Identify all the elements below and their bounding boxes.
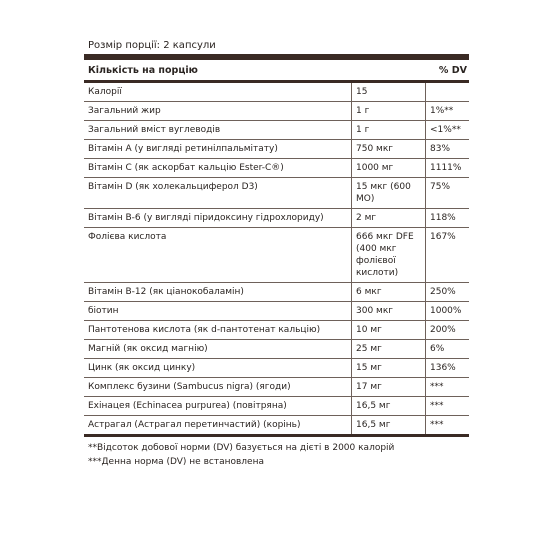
table-row xyxy=(84,340,469,359)
nutrient-name: Загальний жир xyxy=(84,102,352,120)
nutrient-name: Пантотенова кислота (як d-пантотенат кальцію) xyxy=(84,321,352,339)
nutrient-name: Вітамін А (у вигляді ретинілпальмітату) xyxy=(84,140,352,158)
nutrient-name: Вітамін В-6 (у вигляді піридоксину гідрохлориду) xyxy=(84,209,352,227)
nutrient-dv: 167% xyxy=(430,232,456,242)
nutrient-dv: 118% xyxy=(430,213,456,223)
nutrient-dv: 1111% xyxy=(430,163,462,173)
footnote-dv-not-established: ***Денна норма (DV) не встановлена xyxy=(88,457,264,467)
serving-size: Розмір порції: 2 капсули xyxy=(88,40,216,51)
table-row xyxy=(84,178,469,209)
table-row xyxy=(84,228,469,283)
table-row xyxy=(84,321,469,340)
nutrient-amount: 2 мг xyxy=(352,209,426,227)
nutrient-dv: 1000% xyxy=(430,306,462,316)
nutrient-amount: 17 мг xyxy=(352,378,426,396)
table-row xyxy=(84,159,469,178)
nutrient-name: Магній (як оксид магнію) xyxy=(84,340,352,358)
nutrient-dv: 83% xyxy=(430,144,451,154)
nutrient-name: Вітамін С (як аскорбат кальцію Ester-C®) xyxy=(84,159,352,177)
table-header xyxy=(84,60,469,83)
nutrient-name: Астрагал (Астрагал перетинчастий) (корінь) xyxy=(84,416,352,434)
nutrient-name: Цинк (як оксид цинку) xyxy=(84,359,352,377)
nutrient-amount: 16,5 мг xyxy=(352,397,426,415)
table-row xyxy=(84,283,469,302)
nutrient-name: Вітамін D (як холекальциферол D3) xyxy=(84,178,352,208)
footnotes xyxy=(84,441,469,469)
nutrient-dv: 200% xyxy=(430,325,456,335)
nutrient-amount: 666 мкг DFE (400 мкг фолієвої кислоти) xyxy=(352,228,426,282)
nutrient-name: Загальний вміст вуглеводів xyxy=(84,121,352,139)
supplement-facts-panel xyxy=(84,38,469,469)
nutrient-amount: 1000 мг xyxy=(352,159,426,177)
nutrient-amount: 25 мг xyxy=(352,340,426,358)
dv-header: % DV xyxy=(438,64,467,76)
nutrient-amount: 6 мкг xyxy=(352,283,426,301)
table-row xyxy=(84,209,469,228)
nutrient-dv: <1%** xyxy=(430,125,461,135)
table-row xyxy=(84,121,469,140)
table-row xyxy=(84,359,469,378)
nutrient-dv: 75% xyxy=(430,182,451,192)
nutrient-name: Ехінацея (Echinacea purpurea) (повітряна) xyxy=(84,397,352,415)
nutrient-amount: 1 г xyxy=(352,102,426,120)
nutrient-amount: 10 мг xyxy=(352,321,426,339)
table-row xyxy=(84,83,469,102)
nutrient-amount: 300 мкг xyxy=(352,302,426,320)
table-row xyxy=(84,397,469,416)
table-row xyxy=(84,102,469,121)
table-row xyxy=(84,140,469,159)
nutrient-dv: 136% xyxy=(430,363,456,373)
nutrient-dv: 6% xyxy=(430,344,445,354)
nutrient-dv: 250% xyxy=(430,287,456,297)
nutrient-dv xyxy=(426,83,469,89)
nutrient-amount: 15 мкг (600 МО) xyxy=(352,178,426,208)
nutrient-name: Калорії xyxy=(84,83,352,101)
table-row xyxy=(84,416,469,437)
nutrient-amount: 15 мг xyxy=(352,359,426,377)
table-row xyxy=(84,302,469,321)
nutrient-dv: *** xyxy=(430,420,444,430)
amount-per-serving-header: Кількість на порцію xyxy=(88,64,198,76)
nutrient-name: Комплекс бузини (Sambucus nigra) (ягоди) xyxy=(84,378,352,396)
nutrient-name: Вітамін В-12 (як ціанокобаламін) xyxy=(84,283,352,301)
nutrient-amount: 16,5 мг xyxy=(352,416,426,434)
nutrient-dv: 1%** xyxy=(430,106,454,116)
nutrient-amount: 1 г xyxy=(352,121,426,139)
nutrient-dv: *** xyxy=(430,382,444,392)
nutrient-name: біотин xyxy=(84,302,352,320)
table-row xyxy=(84,378,469,397)
nutrient-dv: *** xyxy=(430,401,444,411)
nutrient-name: Фолієва кислота xyxy=(84,228,352,282)
footnote-dv-basis: **Відсоток добової норми (DV) базується на дієті в 2000 калорій xyxy=(88,443,395,453)
nutrient-amount: 750 мкг xyxy=(352,140,426,158)
nutrient-amount: 15 xyxy=(352,83,426,101)
